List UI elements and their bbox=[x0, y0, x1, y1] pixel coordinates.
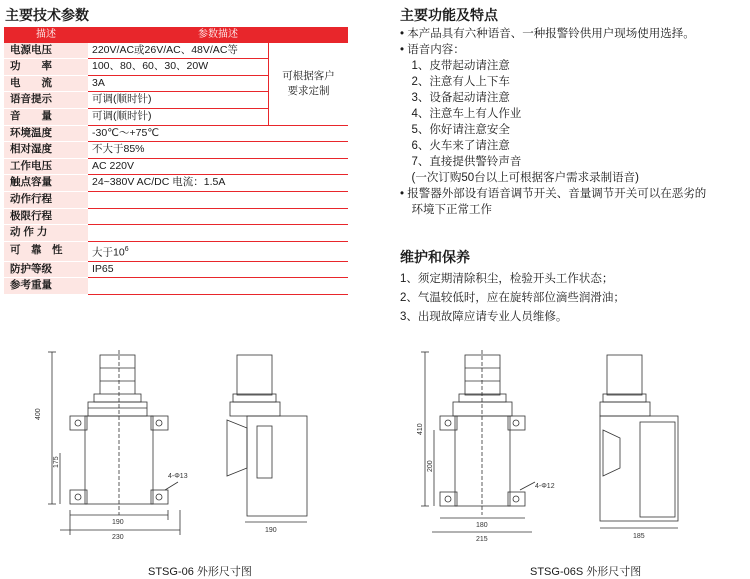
stsg06s-side-drawing bbox=[595, 350, 695, 540]
spec-label: 动作行程 bbox=[4, 191, 88, 208]
spec-value-text: 可调(顺时针) bbox=[92, 109, 152, 122]
spec-value bbox=[88, 142, 348, 159]
spec-value bbox=[88, 241, 348, 261]
spec-value-text: 100、80、60、30、20W bbox=[92, 60, 209, 73]
maintenance-title: 维护和保养 bbox=[400, 249, 470, 265]
dim-depth: 185 bbox=[633, 533, 645, 540]
spec-value bbox=[88, 108, 269, 125]
feature-line: • 语音内容： bbox=[400, 44, 465, 56]
feature-line: 4、注意车上有人作业 bbox=[400, 108, 522, 120]
dim-width-outer: 230 bbox=[112, 534, 124, 541]
spec-row bbox=[4, 261, 348, 278]
maintenance-line: 3、出现故障应请专业人员维修。 bbox=[400, 311, 568, 323]
dim-width-inner: 190 bbox=[112, 519, 124, 526]
features-title: 主要功能及特点 bbox=[400, 7, 498, 23]
dim-hole: 4-Φ12 bbox=[535, 483, 555, 490]
spec-value-text: -30℃～+75℃ bbox=[92, 126, 160, 139]
spec-value bbox=[88, 191, 348, 208]
spec-row bbox=[4, 142, 348, 159]
spec-label: 极限行程 bbox=[4, 208, 88, 225]
spec-value-text: AC 220V bbox=[92, 159, 135, 172]
spec-row bbox=[4, 158, 348, 175]
spec-value-text: 24~380V AC/DC 电流：1.5A bbox=[92, 176, 226, 189]
feature-line: 6、火车来了请注意 bbox=[400, 140, 510, 152]
spec-value bbox=[88, 125, 348, 142]
spec-value bbox=[88, 175, 348, 192]
maintenance-line: 1、须定期清除积尘，检验开头工作状态； bbox=[400, 273, 614, 285]
stsg06-side-drawing bbox=[225, 350, 315, 535]
spec-value bbox=[88, 158, 348, 175]
spec-value-text: IP65 bbox=[92, 262, 114, 275]
feature-line: • 报警器外部设有语音调节开关、音量调节开关可以在恶劣的 bbox=[400, 188, 707, 200]
dim-width-inner: 180 bbox=[476, 522, 488, 529]
feature-line: 7、直接提供警铃声音 bbox=[400, 156, 522, 168]
spec-label: 音 量 bbox=[4, 108, 88, 125]
spec-header-row bbox=[4, 27, 348, 43]
spec-value-text: 220V/AC或26V/AC、48V/AC等 bbox=[92, 43, 238, 56]
feature-line: 1、皮带起动请注意 bbox=[400, 60, 510, 72]
spec-value bbox=[88, 261, 348, 278]
feature-line: 5、你好请注意安全 bbox=[400, 124, 510, 136]
spec-value-text: 可调(顺时针) bbox=[92, 93, 152, 106]
note-line1: 可根据客户 bbox=[282, 69, 335, 82]
spec-value-text: 大于10 bbox=[92, 246, 125, 259]
stsg06-front-drawing bbox=[30, 350, 200, 550]
feature-line: 3、设备起动请注意 bbox=[400, 92, 510, 104]
spec-row bbox=[4, 175, 348, 192]
spec-label: 防护等级 bbox=[4, 261, 88, 278]
dim-hole: 4-Φ13 bbox=[168, 473, 188, 480]
feature-line: 环境下正常工作 bbox=[400, 204, 492, 216]
spec-label: 参考重量 bbox=[4, 278, 88, 295]
dim-height-body: 200 bbox=[427, 460, 434, 472]
spec-value bbox=[88, 59, 269, 76]
spec-value-text: 不大于85% bbox=[92, 143, 145, 156]
spec-row bbox=[4, 208, 348, 225]
spec-value-text: 3A bbox=[92, 76, 105, 89]
spec-custom-note bbox=[269, 43, 349, 125]
features-list bbox=[400, 26, 750, 218]
spec-row bbox=[4, 278, 348, 295]
spec-value-sup: 6 bbox=[124, 245, 129, 253]
feature-line: (一次订购50台以上可根据客户需求录制语音) bbox=[400, 172, 639, 184]
dim-height-total: 400 bbox=[35, 408, 42, 420]
spec-title: 主要技术参数 bbox=[5, 7, 89, 23]
spec-value bbox=[88, 225, 348, 242]
spec-value bbox=[88, 92, 269, 109]
spec-value bbox=[88, 208, 348, 225]
spec-label: 可 靠 性 bbox=[4, 241, 88, 261]
spec-row bbox=[4, 241, 348, 261]
spec-label: 相对湿度 bbox=[4, 142, 88, 159]
note-line2: 要求定制 bbox=[287, 84, 330, 97]
dim-height-total: 410 bbox=[417, 423, 424, 435]
spec-label: 语音提示 bbox=[4, 92, 88, 109]
dim-height-body: 175 bbox=[53, 456, 60, 468]
maintenance-list bbox=[400, 270, 625, 327]
spec-row bbox=[4, 225, 348, 242]
spec-label: 工作电压 bbox=[4, 158, 88, 175]
spec-value bbox=[88, 43, 269, 59]
dim-width-outer: 215 bbox=[476, 536, 488, 543]
spec-row bbox=[4, 43, 348, 59]
spec-header-param: 参数描述 bbox=[88, 27, 348, 43]
spec-row bbox=[4, 191, 348, 208]
caption-stsg06s: STSG-06S 外形尺寸图 bbox=[530, 566, 642, 578]
spec-label: 动 作 力 bbox=[4, 225, 88, 242]
stsg06s-front-drawing bbox=[410, 350, 565, 545]
spec-label: 功 率 bbox=[4, 59, 88, 76]
caption-stsg06: STSG-06 外形尺寸图 bbox=[148, 566, 252, 578]
feature-line: • 本产品具有六种语音、一种报警铃供用户现场使用选择。 bbox=[400, 28, 695, 40]
spec-value bbox=[88, 75, 269, 92]
dim-depth: 190 bbox=[265, 527, 277, 534]
spec-label: 触点容量 bbox=[4, 175, 88, 192]
spec-label: 电 流 bbox=[4, 75, 88, 92]
maintenance-line: 2、气温较低时，应在旋转部位滴些润滑油； bbox=[400, 292, 625, 304]
spec-value bbox=[88, 278, 348, 295]
spec-header-desc: 描述 bbox=[4, 27, 88, 43]
spec-label: 环境温度 bbox=[4, 125, 88, 142]
spec-label: 电源电压 bbox=[4, 43, 88, 59]
spec-table bbox=[4, 27, 348, 295]
feature-line: 2、注意有人上下车 bbox=[400, 76, 510, 88]
spec-row bbox=[4, 125, 348, 142]
